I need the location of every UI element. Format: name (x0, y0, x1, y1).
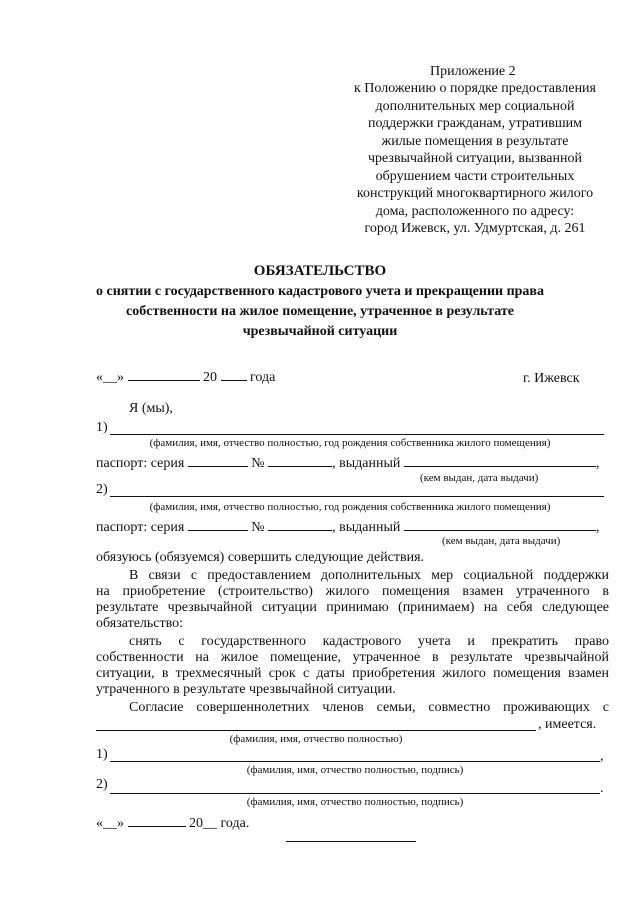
person1-number: 1) (96, 420, 108, 435)
member2-line (110, 793, 600, 794)
para2-line-4: утраченного в результате чрезвычайной ситуации. (96, 682, 396, 697)
member1-number: 1) (96, 747, 108, 762)
date-line: «__» 20 года (96, 366, 275, 386)
person1-caption: (фамилия, имя, отчество полностью, год рождения собственника жилого помещения) (149, 437, 551, 449)
document-subtitle-3: чрезвычайной ситуации (242, 324, 398, 339)
para1-line-1: В связи с предоставлением дополнительных мер социальной поддержки (129, 568, 609, 583)
appendix-line: обрушением части строительных (375, 168, 575, 184)
city: г. Ижевск (523, 371, 580, 386)
person1-passport: паспорт: серия № , выданный , (96, 452, 599, 472)
appendix-line: конструкций многоквартирного жилого (356, 186, 594, 201)
person2-passport: паспорт: серия № , выданный , (96, 516, 599, 536)
document-title: ОБЯЗАТЕЛЬСТВО (253, 263, 387, 279)
intro: Я (мы), (129, 401, 173, 416)
document-subtitle-1: о снятии с государственного кадастрового учета и прекращении права (95, 284, 544, 299)
consent-line: Согласие совершеннолетних членов семьи, совместно проживающих с (129, 700, 609, 715)
date-year-blank (221, 366, 247, 381)
document-subtitle-2: собственности на жилое помещение, утраченное в результате (126, 304, 514, 319)
appendix-line: к Положению о порядке предоставления (354, 81, 596, 96)
person1-name-line (110, 434, 604, 435)
pledge: обязуюсь (обязуемся) совершить следующие действия. (96, 550, 425, 565)
person1-issued-caption: (кем выдан, дата выдачи) (420, 472, 539, 484)
person2-caption: (фамилия, имя, отчество полностью, год рождения собственника жилого помещения) (149, 501, 551, 513)
signature-line (286, 841, 416, 842)
appendix-line: поддержки гражданам, утратившим (367, 116, 583, 131)
para2-line-3: ситуации, в трехмесячный срок с даты приобретения жилого помещения взамен (96, 666, 609, 681)
date-day: «__» (96, 370, 124, 385)
appendix-line: чрезвычайной ситуации, вызванной (367, 151, 582, 166)
appendix-line: дома, расположенного по адресу: (375, 203, 575, 219)
appendix-line: жилые помещения в результате (381, 133, 569, 149)
consent-has: , имеется. (538, 717, 597, 732)
consent-name-line (96, 730, 536, 731)
person2-number: 2) (96, 482, 108, 497)
member2-caption: (фамилия, имя, отчество полностью, подпись) (246, 796, 464, 808)
member1-caption: (фамилия, имя, отчество полностью, подпись) (246, 764, 464, 776)
member1-line (110, 761, 600, 762)
para1-line-2: на приобретение (строительство) жилого помещения взамен утраченного в (96, 584, 609, 599)
appendix-line: дополнительных мер социальной (375, 98, 575, 114)
para2-line-1: снять с государственного кадастрового учета и прекратить право (129, 634, 609, 649)
signature-date: «__» 20__ года. (96, 812, 249, 832)
appendix-title: Приложение 2 (430, 64, 516, 79)
para1-line-4: обязательство: (96, 616, 184, 631)
para2-line-2: собственности на жилое помещение, утраченное в результате чрезвычайной (96, 650, 609, 665)
consent-caption: (фамилия, имя, отчество полностью) (229, 733, 403, 745)
person2-name-line (110, 496, 604, 497)
member2-number: 2) (96, 777, 108, 792)
date-month-blank (128, 366, 200, 381)
person2-issued-caption: (кем выдан, дата выдачи) (442, 535, 561, 547)
para1-line-3: результате чрезвычайной ситуации принимаю (принимаем) на себя следующее (96, 600, 609, 615)
appendix-line: город Ижевск, ул. Удмуртская, д. 261 (364, 221, 586, 236)
